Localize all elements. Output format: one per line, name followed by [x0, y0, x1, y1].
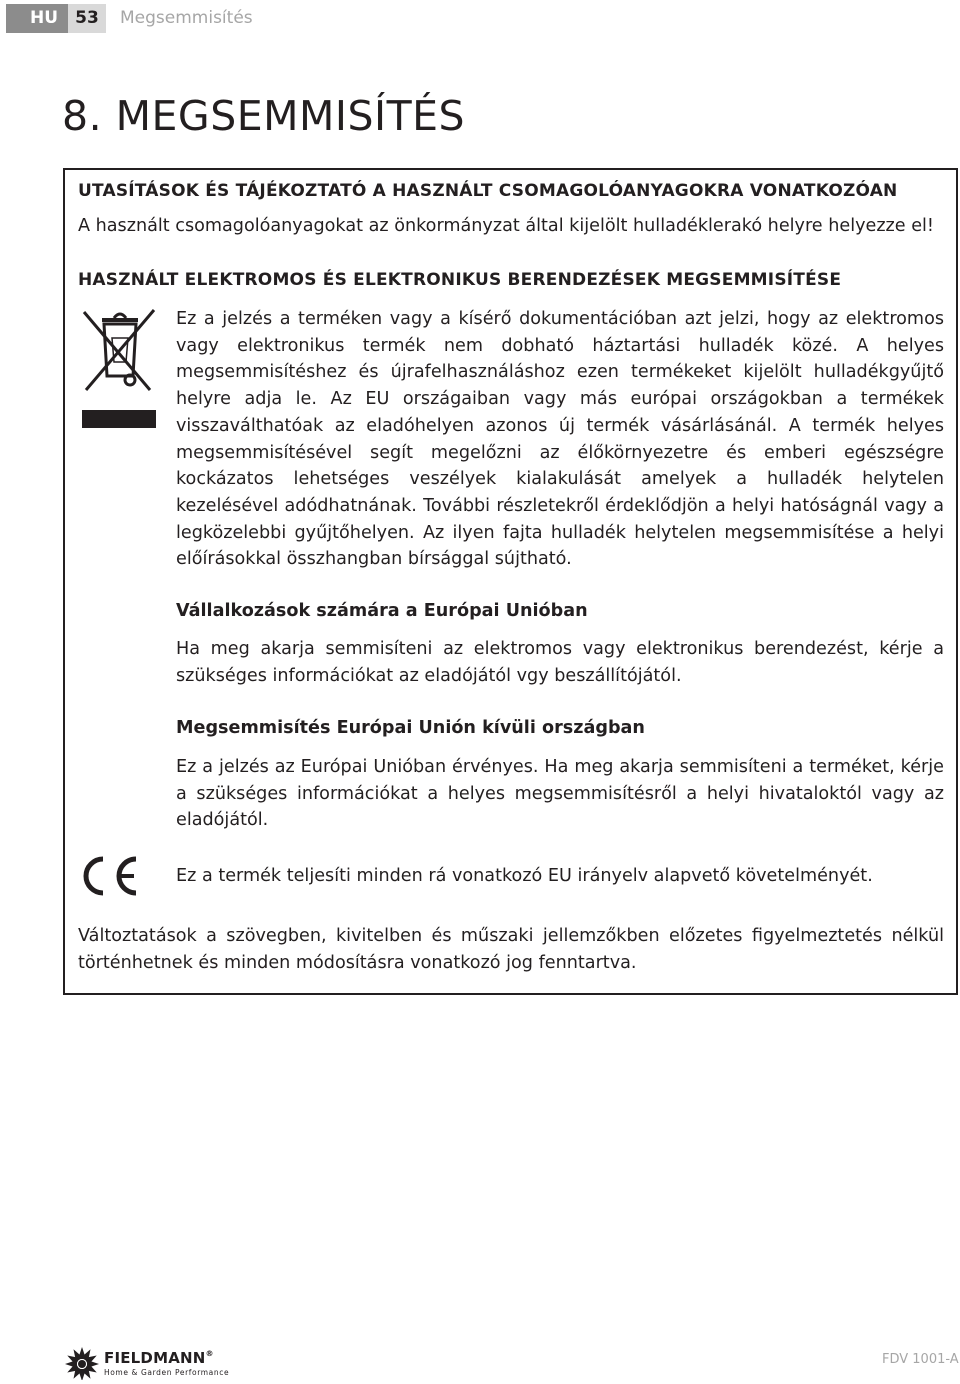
- page-title: 8. MEGSEMMISÍTÉS: [62, 92, 466, 140]
- outside-eu-heading: Megsemmisítés Európai Unión kívüli országban: [176, 718, 645, 738]
- packaging-heading: UTASÍTÁSOK ÉS TÁJÉKOZTATÓ A HASZNÁLT CSOMAGOLÓANYAGOKRA VONATKOZÓAN: [78, 181, 898, 201]
- ce-mark-icon: [78, 853, 140, 899]
- ce-text: Ez a termék teljesíti minden rá vonatkozó EU irányelv alapvető követelményét.: [176, 866, 873, 886]
- business-heading: Vállalkozások számára a Európai Unióban: [176, 601, 588, 621]
- model-number: FDV 1001-A: [882, 1352, 959, 1367]
- changes-note: Változtatások a szövegben, kivitelben és műszaki jellemzőkben előzetes figyelmeztetés nélkül történhetnek és minden módosításra vonatkozó jog fenntartva.: [78, 926, 944, 973]
- language-badge: [6, 4, 68, 33]
- weee-crossed-bin-icon: [78, 304, 160, 430]
- language-code: HU: [29, 8, 59, 28]
- page-number: 53: [68, 4, 106, 33]
- brand-name: FIELDMANN®: [104, 1349, 214, 1367]
- outside-eu-text: Ez a jelzés az Európai Unióban érvényes. Ha meg akarja semmisíteni a terméket, kérje a szükséges információkat a helyes megsemmisítésről a helyi hivataloktól vagy az eladójától.: [176, 757, 944, 831]
- brand-tagline: Home & Garden Performance: [104, 1368, 230, 1377]
- packaging-text: A használt csomagolóanyagokat az önkormányzat által kijelölt hulladéklerakó helyre helyezze el!: [78, 216, 934, 236]
- weee-paragraph: Ez a jelzés a terméken vagy a kísérő dokumentációban azt jelzi, hogy az elektromos vagy elektronikus termék nem dobható háztartási hulladék közé. A helyes megsemmisítéshez és újrafelhasználáshoz ezen termékeket kijelölt hulladékgyűjtő helyre adja le. Az EU országaiban vagy más európai országokban a termékek visszaválthatóak az eladóhelyen azonos új termék vásárlásánál. A termék helyes megsemmisítésével segít megelőzni az élőkörnyezetre és emberi egészségre kockázatos lehetséges veszélyek kialakulását amelyek a hulladék helytelen kezelésével adódhatnának. További részletekről érdeklődjön a helyi hatóságnál vagy a legközelebbi gyűjtőhelyen. Az ilyen fajta hulladék helytelen megsemmisítése a helyi előírásokkal összhangban bírsággal sújtható.: [176, 309, 944, 570]
- business-text: Ha meg akarja semmisíteni az elektromos vagy elektronikus berendezést, kérje a szükséges információkat az eladójától vgy beszállítójától.: [176, 639, 944, 686]
- weee-heading: HASZNÁLT ELEKTROMOS ÉS ELEKTRONIKUS BERENDEZÉSEK MEGSEMMISÍTÉSE: [78, 270, 842, 290]
- section-label: Megsemmisítés: [120, 8, 253, 28]
